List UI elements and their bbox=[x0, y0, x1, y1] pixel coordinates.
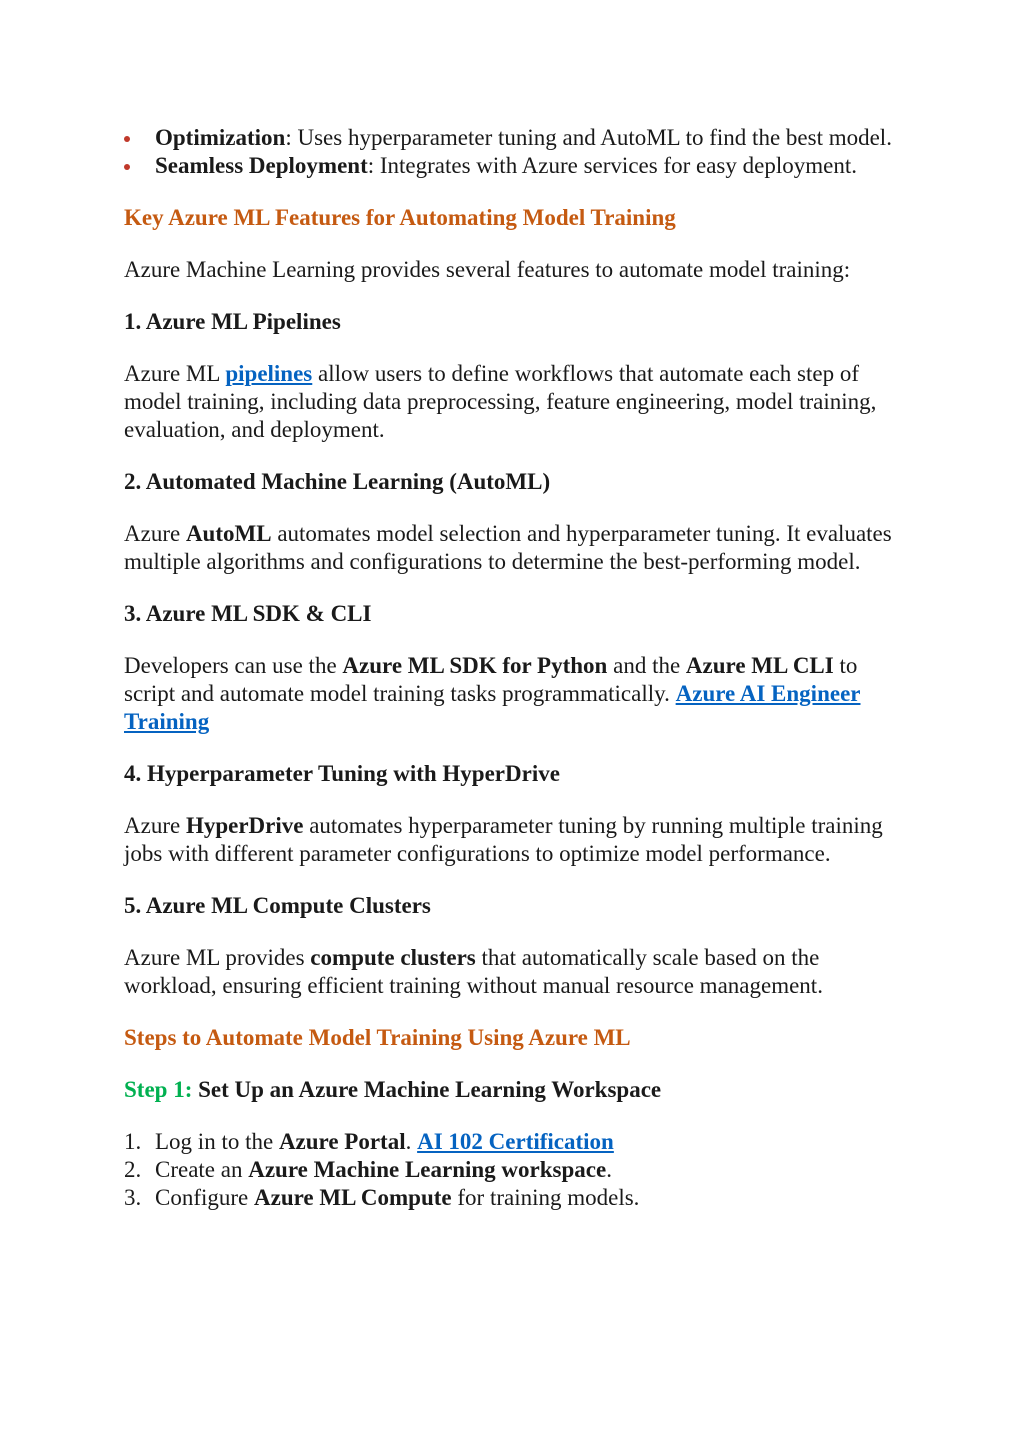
bullet-term: Seamless Deployment bbox=[155, 153, 368, 178]
section-title-sdk-cli: 3. Azure ML SDK & CLI bbox=[124, 601, 372, 626]
body-text: Azure bbox=[124, 521, 186, 546]
features-heading: Key Azure ML Features for Automating Model Training bbox=[124, 205, 676, 230]
body-text: allow users to define workflows that automate each step of model training, including data preprocessing, feature engineering, model training, evaluation, and deployment. bbox=[124, 361, 877, 442]
body-text: Azure ML bbox=[124, 361, 226, 386]
step1-heading bbox=[124, 1076, 904, 1104]
body-text: Azure ML provides bbox=[124, 945, 311, 970]
body-text: automates hyperparameter tuning by running multiple training jobs with different parameter configurations to optimize model performance. bbox=[124, 813, 883, 866]
item-text: for training models. bbox=[451, 1185, 640, 1210]
section-title-compute-clusters: 5. Azure ML Compute Clusters bbox=[124, 893, 431, 918]
step1-list bbox=[124, 1128, 904, 1212]
ai-102-certification-link[interactable]: AI 102 Certification bbox=[417, 1129, 614, 1154]
bullet-item-seamless-deployment bbox=[124, 152, 904, 180]
body-text: to script and automate model training tasks programmatically. bbox=[124, 653, 858, 706]
item-text: Create an bbox=[155, 1157, 249, 1182]
step1-item bbox=[124, 1156, 904, 1184]
bullet-term: Optimization bbox=[155, 125, 286, 150]
step1-item bbox=[124, 1128, 904, 1156]
section-title-pipelines: 1. Azure ML Pipelines bbox=[124, 309, 341, 334]
body-text: that automatically scale based on the workload, ensuring efficient training without manual resource management. bbox=[124, 945, 823, 998]
list-number: 1. bbox=[124, 1129, 142, 1154]
bold-term: Azure Machine Learning workspace bbox=[248, 1157, 607, 1182]
steps-heading: Steps to Automate Model Training Using Azure ML bbox=[124, 1025, 631, 1050]
bold-term: Azure ML Compute bbox=[254, 1185, 452, 1210]
body-text: Azure bbox=[124, 813, 186, 838]
bullet-item-optimization bbox=[124, 124, 904, 152]
azure-ai-engineer-training-link[interactable]: Azure AI Engineer Training bbox=[124, 681, 861, 734]
bullet-dot-icon bbox=[124, 136, 130, 142]
step1-label: Step 1: bbox=[124, 1077, 193, 1102]
body-text: and the bbox=[607, 653, 686, 678]
bold-term: compute clusters bbox=[310, 945, 476, 970]
bullet-text: : Integrates with Azure services for easy deployment. bbox=[367, 153, 857, 178]
item-text: . bbox=[606, 1157, 612, 1182]
step1-item bbox=[124, 1184, 904, 1212]
bold-term: Azure ML CLI bbox=[685, 653, 834, 678]
intro-paragraph: Azure Machine Learning provides several features to automate model training: bbox=[124, 257, 851, 282]
section-body-automl bbox=[124, 520, 904, 576]
bold-term: Azure ML SDK for Python bbox=[342, 653, 608, 678]
section-body-hyperdrive bbox=[124, 812, 904, 868]
body-text: automates model selection and hyperparameter tuning. It evaluates multiple algorithms and configurations to determine the best-performing model. bbox=[124, 521, 892, 574]
section-body-compute-clusters bbox=[124, 944, 904, 1000]
bold-term: HyperDrive bbox=[185, 813, 304, 838]
section-title-hyperdrive: 4. Hyperparameter Tuning with HyperDrive bbox=[124, 761, 560, 786]
section-body-pipelines bbox=[124, 360, 904, 444]
body-text: Developers can use the bbox=[124, 653, 343, 678]
feature-bullet-list bbox=[124, 124, 904, 180]
bold-term: Azure Portal bbox=[278, 1129, 406, 1154]
section-body-sdk-cli bbox=[124, 652, 904, 736]
section-title-automl: 2. Automated Machine Learning (AutoML) bbox=[124, 469, 551, 494]
list-number: 2. bbox=[124, 1157, 142, 1182]
item-text: . bbox=[405, 1129, 418, 1154]
bullet-dot-icon bbox=[124, 164, 130, 170]
bullet-text: : Uses hyperparameter tuning and AutoML to find the best model. bbox=[285, 125, 892, 150]
item-text: Log in to the bbox=[155, 1129, 279, 1154]
pipelines-link[interactable]: pipelines bbox=[225, 361, 313, 386]
item-text: Configure bbox=[155, 1185, 255, 1210]
step1-title: Set Up an Azure Machine Learning Workspace bbox=[192, 1077, 662, 1102]
list-number: 3. bbox=[124, 1185, 142, 1210]
bold-term: AutoML bbox=[185, 521, 272, 546]
document-page bbox=[124, 124, 904, 1212]
